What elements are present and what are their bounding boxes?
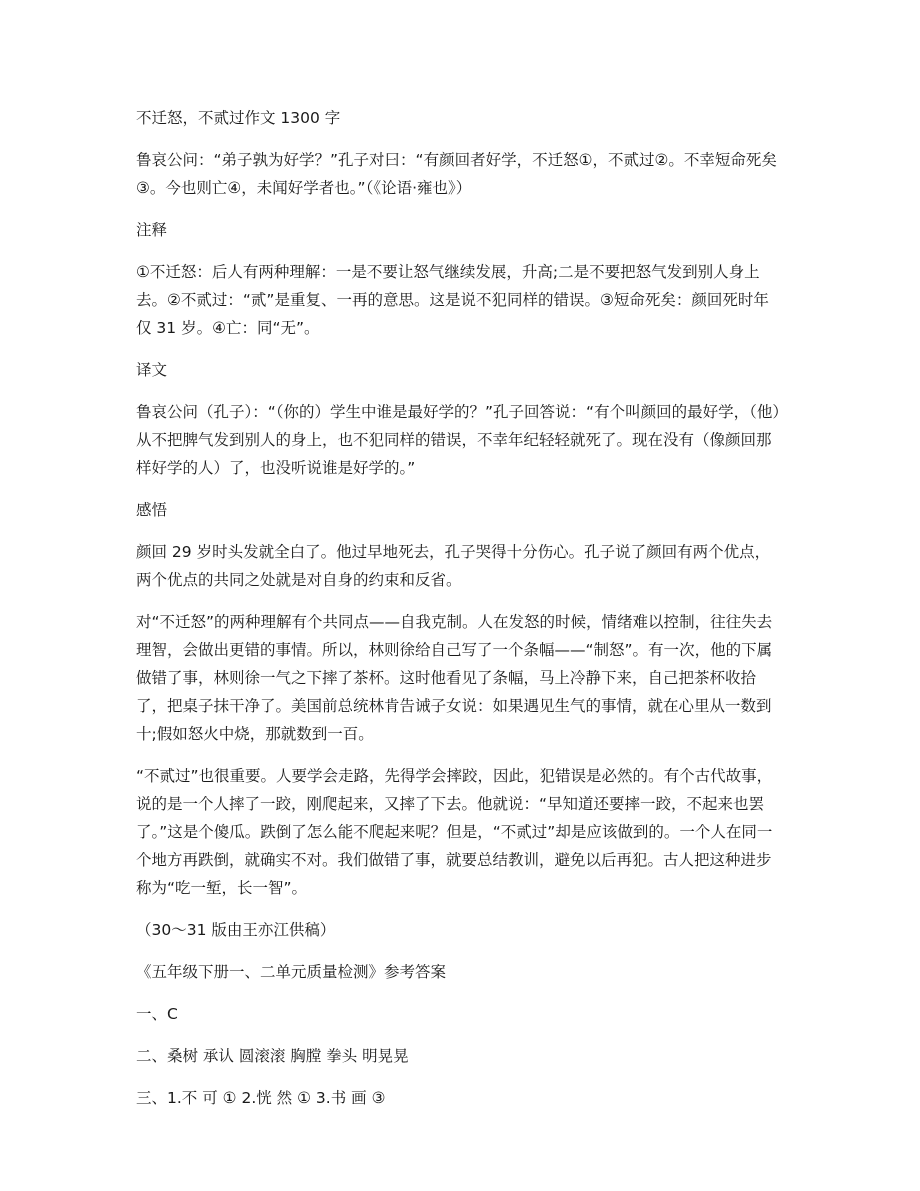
credit-line: （30～31 版由王亦江供稿）: [136, 921, 336, 939]
reflection-heading: 感悟: [136, 501, 168, 519]
notes-paragraph: ①不迁怒：后人有两种理解：一是不要让怒气继续发展，升高;二是不要把怒气发到别人身上去。②不贰过：“贰”是重复、一再的意思。这是说不犯同样的错误。③短命死矣：颜回死时年仅 31 岁。④亡：同“无”。: [136, 263, 769, 337]
reflection-paragraph: 颜回 29 岁时头发就全白了。他过早地死去，孔子哭得十分伤心。孔子说了颜回有两个优点，两个优点的共同之处就是对自身的约束和反省。: [136, 543, 771, 589]
document-page: [136, 104, 784, 1126]
classical-quote: 鲁哀公问：“弟子孰为好学？”孔子对曰：“有颜回者好学，不迁怒①，不贰过②。不幸短命死矣③。今也则亡④，未闻好学者也。”（《论语·雍也》）: [136, 151, 777, 197]
article-title: 不迁怒，不贰过作文 1300 字: [136, 109, 341, 127]
translation-heading: 译文: [136, 361, 168, 379]
translation-paragraph: 鲁哀公问（孔子）：“（你的）学生中谁是最好学的？”孔子回答说：“有个叫颜回的最好学，（他）从不把脾气发到别人的身上，也不犯同样的错误，不幸年纪轻轻就死了。现在没有（像颜回那样好学的人）了，也没听说谁是好学的。”: [136, 403, 781, 477]
answer-line: 二、桑树 承认 圆滚滚 胸膛 拳头 明晃晃: [136, 1047, 409, 1065]
answer-line: 三、1.不 可 ① 2.恍 然 ① 3.书 画 ③: [136, 1089, 386, 1107]
notes-heading: 注释: [136, 221, 168, 239]
reflection-paragraph: 对“不迁怒”的两种理解有个共同点——自我克制。人在发怒的时候，情绪难以控制，往往失去理智，会做出更错的事情。所以，林则徐给自己写了一个条幅——“制怒”。有一次，他的下属做错了事，林则徐一气之下摔了茶杯。这时他看见了条幅，马上冷静下来，自己把茶杯收拾了，把桌子抹干净了。美国前总统林肯告诫子女说：如果遇见生气的事情，就在心里从一数到十;假如怒火中烧，那就数到一百。: [136, 613, 773, 743]
answer-line: 一、C: [136, 1005, 178, 1023]
reflection-paragraph: “不贰过”也很重要。人要学会走路，先得学会摔跤，因此，犯错误是必然的。有个古代故事，说的是一个人摔了一跤，刚爬起来，又摔了下去。他就说：“早知道还要摔一跤，不起来也罢了。”这是个傻瓜。跌倒了怎么能不爬起来呢？但是，“不贰过”却是应该做到的。一个人在同一个地方再跌倒，就确实不对。我们做错了事，就要总结教训，避免以后再犯。古人把这种进步称为“吃一堑，长一智”。: [136, 767, 773, 897]
answers-title: 《五年级下册一、二单元质量检测》参考答案: [136, 963, 447, 981]
